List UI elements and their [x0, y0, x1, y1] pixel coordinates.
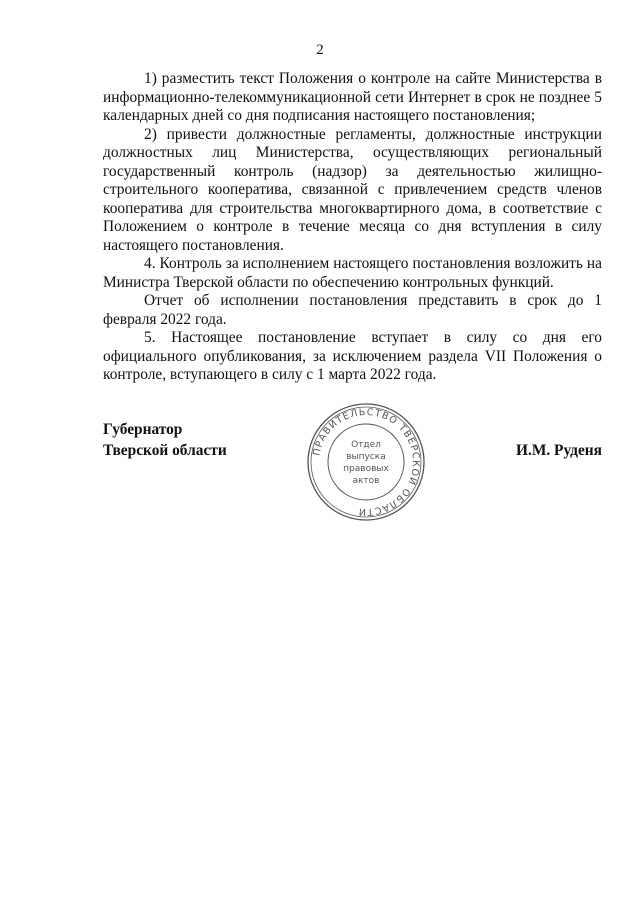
paragraph-publish: 1) разместить текст Положения о контроле на сайте Министерства в информационно-телекоммуникационной сети Интернет в срок не позднее 5 календарных дней со дня подписания настоящего постановления; [103, 70, 602, 124]
seal-inner-line-3: правовых [343, 464, 389, 474]
paragraph-effective: 5. Настоящее постановление вступает в силу со дня его официального опубликования, за исключением раздела VII Положения о контроле, вступающего в силу с 1 марта 2022 года. [103, 329, 602, 383]
seal-inner-line-2: выпуска [346, 452, 386, 462]
signer-title-line2: Тверской области [103, 442, 227, 459]
paragraph-control: 4. Контроль за исполнением настоящего постановления возложить на Министра Тверской области по обеспечению контрольных функций. [103, 255, 602, 291]
paragraph-report: Отчет об исполнении постановления представить в срок до 1 февраля 2022 года. [103, 292, 602, 328]
signer-title [103, 419, 227, 461]
seal-inner-line-1: Отдел [351, 440, 381, 450]
signer-title-line1: Губернатор [103, 421, 183, 438]
official-seal [306, 402, 426, 522]
document-body [103, 70, 602, 385]
seal-ring-text: ПРАВИТЕЛЬСТВО ТВЕРСКОЙ ОБЛАСТИ [311, 406, 422, 518]
seal-inner-line-4: актов [352, 476, 380, 486]
signer-name: И.М. Руденя [516, 442, 602, 459]
paragraph-regulations: 2) привести должностные регламенты, должностные инструкции должностных лиц Министерства, осуществляющих региональный государственный контроль (надзор) за деятельностью жилищно-строительного кооператива, связанной с привлечением средств членов кооператива для строительства многоквартирного дома, в соответствие с Положением о контроле в течение месяца со дня вступления в силу настоящего постановления. [103, 125, 602, 254]
page-number: 2 [316, 42, 324, 58]
